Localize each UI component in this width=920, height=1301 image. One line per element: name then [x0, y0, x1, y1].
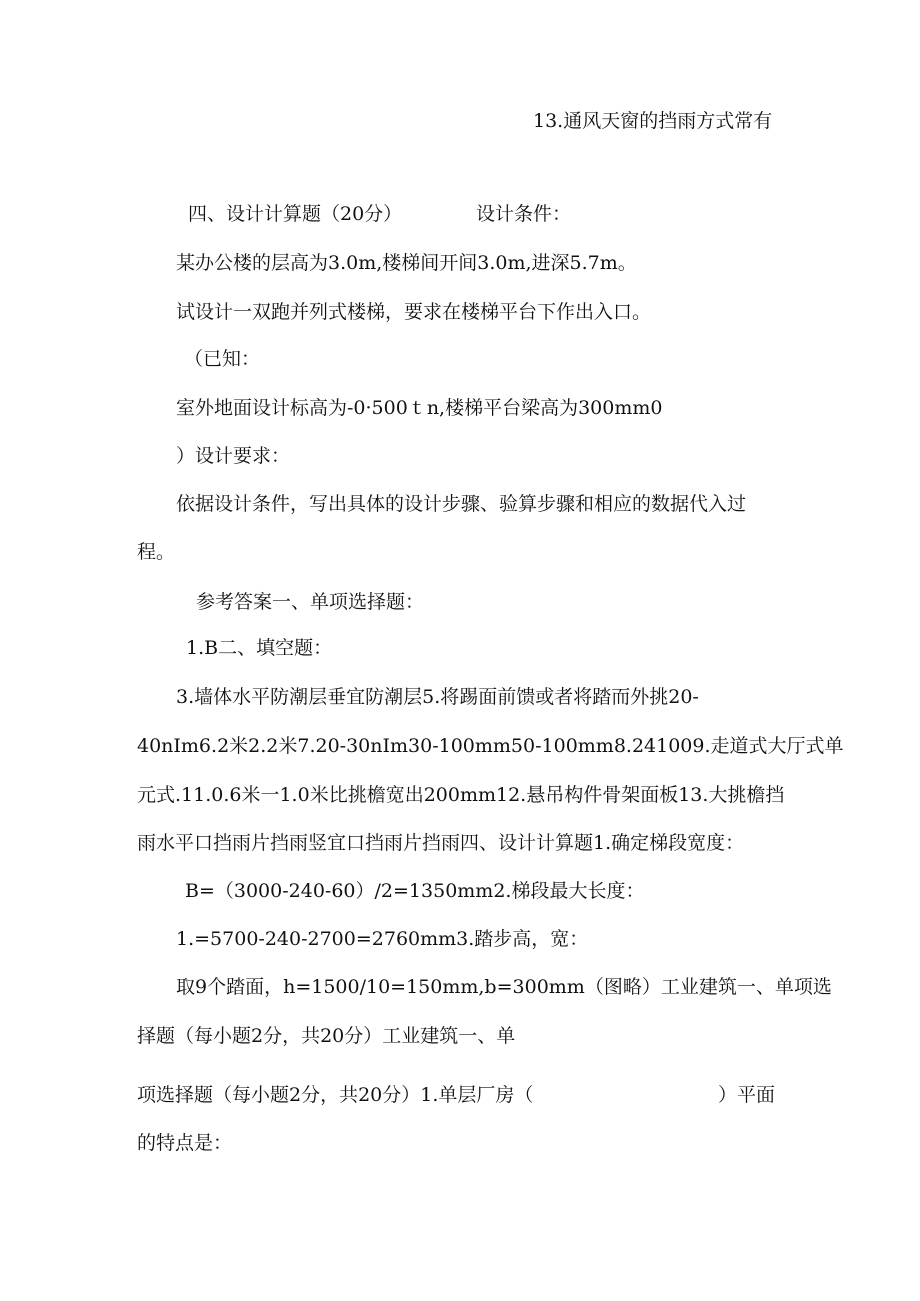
paragraph-line: 择题（每小题2分，共20分）工业建筑一、单 [137, 1025, 516, 1047]
paragraph-line: B=（3000-240-60）/2=1350mm2.梯段最大长度： [185, 880, 645, 902]
question-13-line: 13.通风天窗的挡雨方式常有 [533, 110, 773, 132]
paragraph-line: 依据设计条件，写出具体的设计步骤、验算步骤和相应的数据代入过 [176, 493, 747, 515]
paragraph-line: ）设计要求： [176, 445, 291, 467]
answer-heading: 参考答案一、单项选择题： [196, 591, 425, 613]
section-four-heading: 四、设计计算题（20分） [188, 203, 403, 225]
paragraph-line: 试设计一双跑并列式楼梯，要求在楼梯平台下作出入口。 [176, 301, 652, 323]
paragraph-line: 项选择题（每小题2分，共20分）1.单层厂房（ [137, 1084, 534, 1106]
paragraph-line-end: ）平面 [718, 1084, 776, 1106]
paragraph-line: 1.B二、填空题： [186, 637, 333, 659]
paragraph-line: （已知： [184, 348, 261, 370]
paragraph-line: 取9个踏面，h=1500/10=150mm,b=300mm（图略）工业建筑一、单项选 [176, 976, 832, 998]
paragraph-line: 40nIm6.2米2.2米7.20-30nIm30-100mm50-100mm8.241009.走道式大厅式单 [137, 735, 844, 757]
paragraph-line: 3.墙体水平防潮层垂宜防潮层5.将踢面前馈或者将踏而外挑20- [176, 686, 699, 708]
paragraph-line: 程。 [137, 541, 176, 563]
paragraph-line: 室外地面设计标高为-0·500ｔn,楼梯平台梁高为300mm0 [176, 397, 663, 419]
paragraph-line: 雨水平口挡雨片挡雨竖宜口挡雨片挡雨四、设计计算题1.确定梯段宽度： [137, 832, 745, 854]
paragraph-line: 某办公楼的层高为3.0m,楼梯间开间3.0m,进深5.7m。 [176, 252, 637, 274]
paragraph-line: 的特点是： [137, 1132, 233, 1154]
paragraph-line: 1.=5700-240-2700=2760mm3.踏步高，宽： [176, 928, 589, 950]
paragraph-line: 元式.11.0.6米一1.0米比挑檐宽出200mm12.悬吊构件骨架面板13.大挑檐挡 [137, 784, 785, 806]
design-conditions-label: 设计条件： [476, 203, 572, 225]
